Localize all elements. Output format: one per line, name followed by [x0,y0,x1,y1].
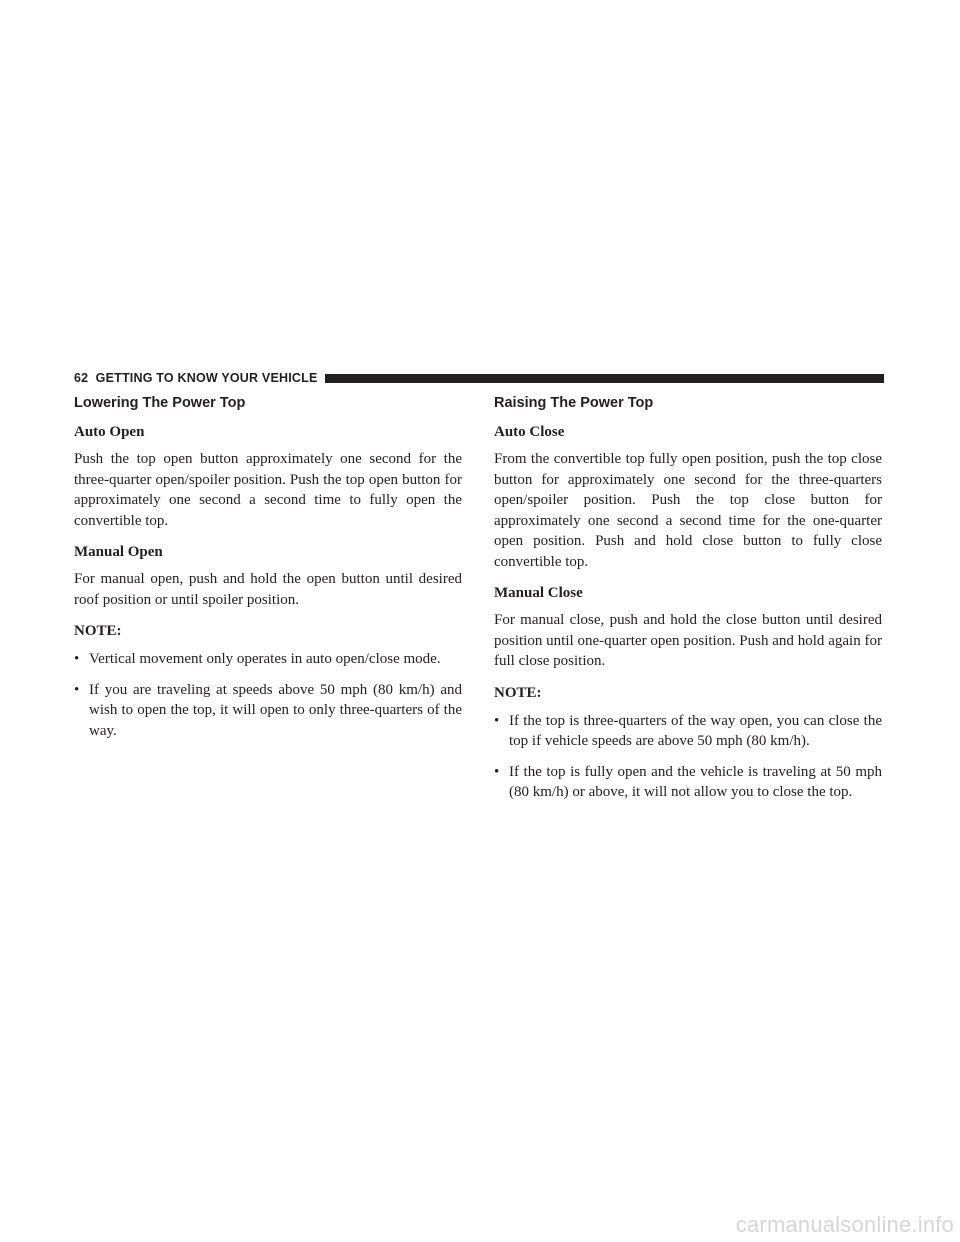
list-item [494,711,882,752]
right-column [494,394,882,813]
note-label: NOTE: [74,623,122,639]
section-title: GETTING TO KNOW YOUR VEHICLE [95,371,318,385]
list-item [74,649,462,670]
page-header-text [74,371,318,385]
auto-close-text: From the convertible top fully open position, push the top close button for approximately one second for the three-quarters open/spoiler position. Push the top close button for approximately one second a second time for the one-quarter open position. Push and hold close button to fully close convertible top. [494,451,882,570]
page-header [74,370,884,386]
auto-open-heading: Auto Open [74,424,145,440]
list-item-text: If you are traveling at speeds above 50 mph (80 km/h) and wish to open the top, it will open to only three-quarters of the way. [89,681,462,739]
bullet-icon: • [74,681,80,698]
auto-open-text: Push the top open button approximately one second for the three-quarter open/spoiler position. Push the top open button for approximately one second a second time to fully open the convertible top. [74,451,462,529]
note-list [74,649,462,741]
manual-close-heading: Manual Close [494,585,583,601]
manual-close-text: For manual close, push and hold the close button until desired position until one-quarter open position. Push and hold again for full close position. [494,612,882,669]
lowering-title: Lowering The Power Top [74,395,246,411]
manual-open-heading: Manual Open [74,544,163,560]
manual-open-text: For manual open, push and hold the open button until desired roof position or until spoiler position. [74,571,462,608]
bullet-icon: • [74,651,80,667]
auto-close-heading: Auto Close [494,424,565,440]
bullet-icon: • [494,763,500,780]
watermark: carmanualsonline.info [735,1212,954,1237]
list-item [494,762,882,803]
list-item-text: If the top is three-quarters of the way open, you can close the top if vehicle speeds are above 50 mph (80 km/h). [509,712,882,749]
list-item [74,680,462,742]
page-number: 62 [74,371,89,385]
note-list [494,711,882,803]
left-column [74,394,462,751]
list-item-text: Vertical movement only operates in auto open/close mode. [89,651,441,667]
header-rule [325,374,885,383]
raising-title: Raising The Power Top [494,395,654,411]
bullet-icon: • [494,712,500,729]
list-item-text: If the top is fully open and the vehicle is traveling at 50 mph (80 km/h) or above, it will not allow you to close the top. [509,763,882,800]
note-label: NOTE: [494,684,542,701]
